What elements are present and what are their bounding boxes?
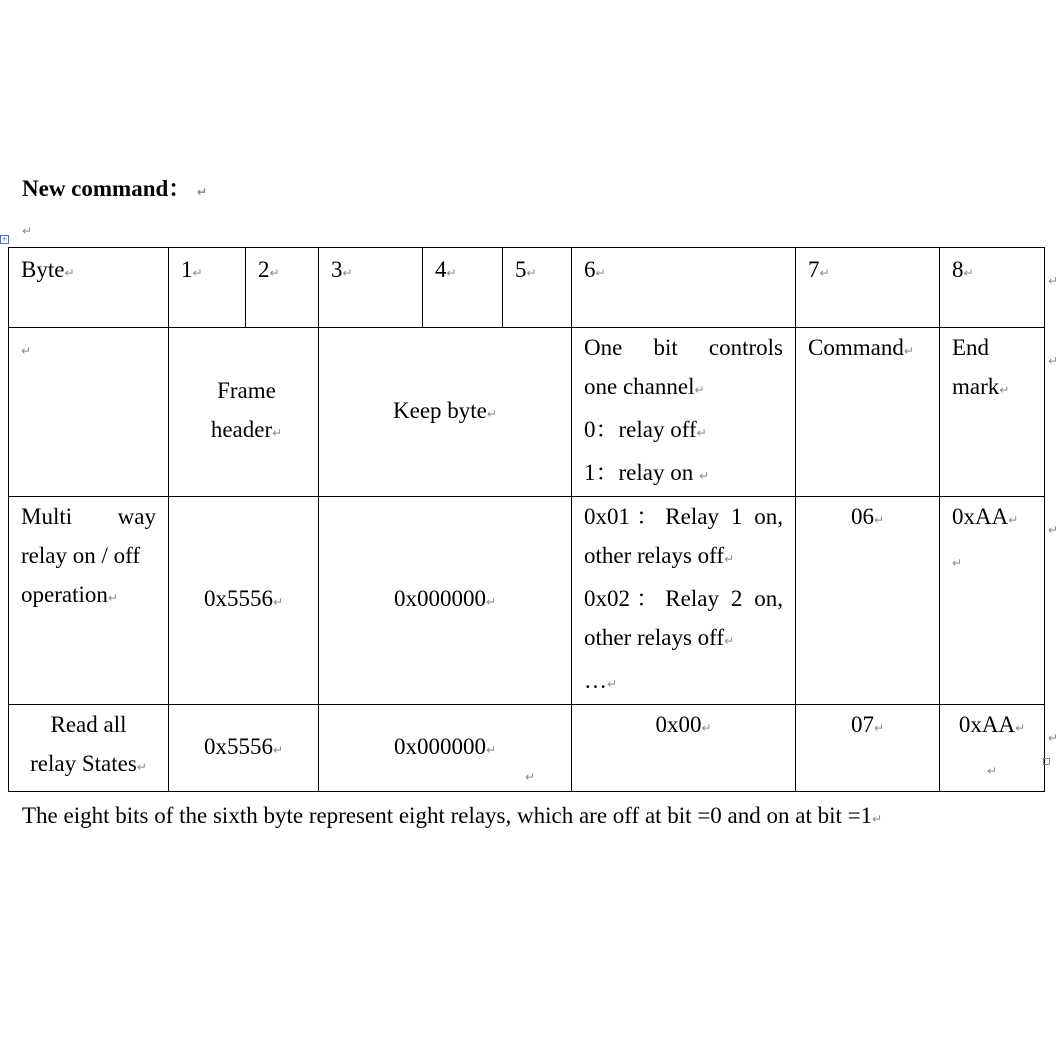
paragraph-mark: ↵ [107, 591, 118, 605]
paragraph-mark: ↵ [963, 266, 974, 280]
byte6-meaning-line: one channel [584, 374, 695, 399]
byte-number: 4 [435, 257, 447, 282]
read-frame-header-cell [169, 705, 319, 792]
byte6-value-line: … [584, 668, 607, 693]
paragraph-mark: ↵ [342, 266, 353, 280]
byte-number: 6 [584, 257, 596, 282]
read-end-mark-cell [940, 705, 1058, 792]
multi-keep-byte-cell [319, 497, 572, 705]
paragraph-mark: ↵ [526, 266, 537, 280]
byte-6-cell [572, 248, 796, 328]
paragraph-mark: ↵ [1015, 721, 1026, 735]
end-mark-value: 0xAA [958, 712, 1016, 737]
paragraph-mark: ↵ [595, 266, 606, 280]
keep-byte-value: 0x000000 [393, 586, 486, 611]
byte-5-cell [503, 248, 572, 328]
paragraph-mark: ↵ [272, 742, 284, 757]
paragraph-mark: ↵ [819, 266, 830, 280]
table-row-meaning [9, 328, 1045, 497]
keep-byte-value: 0x000000 [393, 733, 486, 759]
command-value: 07 [850, 712, 874, 737]
byte6-meaning-line: One bit controls [584, 335, 783, 360]
read-command-cell [796, 705, 940, 792]
multi-frame-header-cell [169, 497, 319, 705]
paragraph-mark: ↵ [724, 552, 735, 566]
byte6-value: 0x00 [655, 712, 702, 737]
paragraph-mark: ↵ [136, 760, 147, 774]
byte-7-cell [796, 248, 940, 328]
multi-way-label-line: relay on / off [21, 543, 141, 568]
keep-byte-label: Keep byte [393, 397, 487, 423]
paragraph-mark: ↵ [21, 344, 32, 358]
paragraph-mark: ↵ [269, 266, 280, 280]
row-end-mark: ↵ [1047, 523, 1058, 537]
heading [22, 173, 207, 208]
frame-header-label: Frame header [210, 378, 276, 442]
byte-1-cell [169, 248, 246, 328]
paragraph-mark: ↵ [485, 595, 497, 609]
meaning-label-cell [9, 328, 169, 497]
command-label-cell [796, 328, 940, 497]
end-mark-value: 0xAA [952, 504, 1009, 529]
byte-4-cell [423, 248, 503, 328]
paragraph-mark: ↵ [1008, 513, 1019, 527]
byte-number: 7 [808, 257, 820, 282]
multi-way-label-cell [9, 497, 169, 705]
paragraph-mark: ↵ [192, 266, 203, 280]
byte-number: 2 [258, 257, 270, 282]
frame-header-cell [169, 328, 319, 497]
byte-label-cell [9, 248, 169, 328]
row-end-mark: ↵ [1047, 731, 1058, 745]
frame-header-value: 0x5556 [203, 733, 273, 759]
keep-byte-cell [319, 328, 572, 497]
end-mark-label: End mark [952, 335, 1000, 399]
paragraph-mark: ↵ [197, 185, 208, 199]
paragraph-mark: ↵ [446, 266, 457, 280]
command-label: Command [808, 335, 904, 360]
byte6-value-line: 0x02：Relay 2 on, [584, 586, 783, 611]
byte-number: 5 [515, 257, 527, 282]
read-all-label-line: relay States [30, 751, 137, 776]
command-table [8, 247, 1058, 792]
frame-header-value: 0x5556 [203, 586, 273, 611]
paragraph-mark: ↵ [698, 469, 710, 483]
paragraph-mark: ↵ [724, 634, 735, 648]
table-resize-handle-icon[interactable] [1043, 758, 1050, 765]
paragraph-mark: ↵ [525, 770, 536, 784]
end-mark-label-cell [940, 328, 1058, 497]
paragraph-mark: ↵ [903, 344, 914, 358]
paragraph-mark: ↵ [873, 513, 885, 527]
heading-text: New command： [22, 176, 192, 201]
paragraph-mark: ↵ [999, 383, 1010, 397]
row-end-mark: ↵ [1047, 274, 1058, 288]
multi-command-cell [796, 497, 940, 705]
paragraph-mark: ↵ [22, 224, 33, 238]
paragraph-mark: ↵ [607, 677, 618, 691]
byte6-meaning-cell [572, 328, 796, 497]
byte-number: 3 [331, 257, 343, 282]
command-value: 06 [850, 504, 874, 529]
byte6-value-line: other relays off [584, 625, 725, 650]
paragraph-mark: ↵ [64, 266, 75, 280]
row-end-mark: ↵ [1047, 354, 1058, 368]
table-row-multi-way [9, 497, 1045, 705]
paragraph-mark: ↵ [986, 764, 998, 778]
byte-number: 1 [181, 257, 193, 282]
table-row-byte-header [9, 248, 1045, 328]
multi-byte6-cell [572, 497, 796, 705]
byte6-meaning-line: 0：relay off [584, 417, 697, 442]
byte-2-cell [246, 248, 319, 328]
byte-8-cell [940, 248, 1058, 328]
byte6-value-line: 0x01：Relay 1 on, [584, 504, 783, 529]
multi-way-label-line: operation [21, 582, 108, 607]
paragraph-mark: ↵ [873, 721, 885, 735]
paragraph-mark: ↵ [272, 595, 284, 609]
multi-end-mark-cell [940, 497, 1058, 705]
read-all-label-cell [9, 705, 169, 792]
byte6-meaning-line: 1：relay on [584, 460, 694, 485]
paragraph-mark: ↵ [952, 556, 963, 570]
paragraph-mark: ↵ [272, 426, 283, 440]
footer-note [22, 799, 882, 836]
footer-note-text: The eight bits of the sixth byte represent eight relays, which are off at bit =0 and on at bit =1 [22, 803, 873, 828]
read-byte6-cell [572, 705, 796, 792]
read-all-label-line: Read all [50, 712, 127, 737]
paragraph-mark: ↵ [696, 426, 707, 440]
byte6-value-line: other relays off [584, 543, 725, 568]
byte-number: 8 [952, 257, 964, 282]
paragraph-mark: ↵ [486, 406, 497, 421]
paragraph-mark: ↵ [485, 742, 497, 757]
byte-label: Byte [21, 257, 65, 282]
multi-way-label-line: Multi way [21, 504, 156, 529]
table-move-handle-icon[interactable]: + [1, 235, 8, 243]
paragraph-mark: ↵ [694, 383, 705, 397]
paragraph-mark: ↵ [701, 721, 712, 735]
byte-3-cell [319, 248, 423, 328]
paragraph-mark: ↵ [872, 812, 883, 826]
